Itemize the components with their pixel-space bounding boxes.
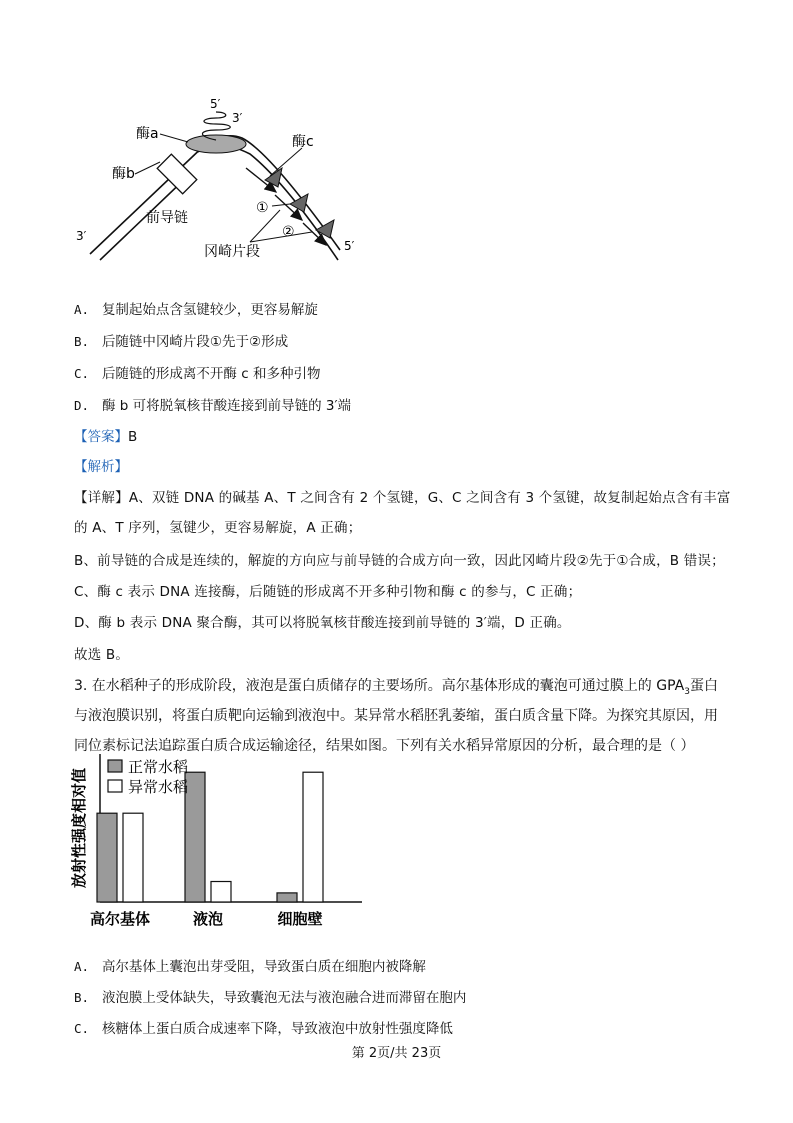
q2-option-d: D. 酶 b 可将脱氧核苷酸连接到前导链的 3′端 — [74, 398, 352, 414]
leader-enzyme-a — [160, 134, 188, 142]
q2-detail-line-5: D、酶 b 表示 DNA 聚合酶，其可以将脱氧核苷酸连接到前导链的 3′端，D 正确。 — [74, 615, 571, 631]
q3-stem-line-1: 3. 在水稻种子的形成阶段，液泡是蛋白质储存的主要场所。高尔基体形成的囊泡可通过膜上的 $GPA_3$蛋白 — [74, 678, 718, 697]
q3-stem-line-3: 同位素标记法追踪蛋白质合成运输途径，结果如图。下列有关水稻异常原因的分析，最合理的是（ ） — [74, 738, 695, 754]
label-okazaki: 冈崎片段 — [204, 244, 260, 260]
label-fragment-1: ① — [256, 200, 269, 216]
label-leading-strand: 前导链 — [146, 210, 188, 226]
bar-normal-0 — [97, 813, 117, 902]
label-enzyme-a: 酶a — [136, 126, 159, 142]
label-3prime-top: 3′ — [232, 111, 243, 125]
parent-strand-left — [90, 140, 210, 254]
q3-subscript: 3 — [684, 686, 690, 697]
leader-okazaki-b — [250, 232, 312, 242]
leader-enzyme-c — [270, 148, 302, 176]
chart-y-axis-label: 放射性强度相对值 — [70, 767, 88, 889]
q2-option-c: C. 后随链的形成离不开酶 c 和多种引物 — [74, 366, 321, 382]
chart-category-label: 高尔基体 — [89, 910, 151, 928]
bar-abnormal-2 — [303, 772, 323, 902]
legend-label: 异常水稻 — [128, 778, 189, 796]
enzyme-a-shape — [186, 135, 246, 153]
q2-detail-line-1: 【详解】A、双链 DNA 的碱基 A、T 之间含有 2 个氢键，G、C 之间含有 3 个氢键，故复制起始点含有丰富 — [74, 490, 731, 506]
q2-option-b: B. 后随链中冈崎片段①先于②形成 — [74, 334, 289, 350]
q2-detail-line-6: 故选 B。 — [74, 647, 130, 663]
label-enzyme-b: 酶b — [112, 166, 135, 182]
page-footer: 第 2页/共 23页 — [351, 1046, 442, 1061]
q3-option-a: A. 高尔基体上囊泡出芽受阻，导致蛋白质在细胞内被降解 — [74, 959, 426, 975]
chart-category-label: 细胞壁 — [277, 910, 323, 928]
q3-stem-line-2: 与液泡膜识别，将蛋白质靶向运输到液泡中。某异常水稻胚乳萎缩，蛋白质含量下降。为探究其原因，用 — [74, 708, 718, 724]
q2-answer: 【答案】B — [74, 429, 138, 445]
enzyme-c-shape-3 — [316, 220, 334, 238]
legend-label: 正常水稻 — [128, 758, 189, 776]
q3-option-c: C. 核糖体上蛋白质合成速率下降，导致液泡中放射性强度降低 — [74, 1021, 453, 1037]
chart-category-label: 液泡 — [192, 910, 224, 928]
lagging-template — [210, 142, 338, 260]
radioactivity-bar-chart — [70, 752, 370, 932]
bar-normal-2 — [277, 893, 297, 902]
enzyme-c-shape-2 — [290, 194, 308, 212]
label-fragment-2: ② — [282, 224, 295, 240]
q3-option-b: B. 液泡膜上受体缺失，导致囊泡无法与液泡融合进而滞留在胞内 — [74, 990, 467, 1006]
q2-detail-line-3: B、前导链的合成是连续的，解旋的方向应与前导链的合成方向一致，因此冈崎片段②先于①合成，B 错误； — [74, 553, 725, 569]
bar-abnormal-1 — [211, 882, 231, 902]
q2-detail-line-4: C、酶 c 表示 DNA 连接酶，后随链的形成离不开多种引物和酶 c 的参与，C 正确； — [74, 584, 582, 600]
label-5prime-top: 5′ — [210, 97, 221, 111]
legend-swatch — [108, 780, 122, 792]
label-enzyme-c: 酶c — [292, 134, 314, 150]
legend-swatch — [108, 760, 122, 772]
enzyme-b-shape — [157, 154, 197, 194]
replication-fork-diagram — [70, 92, 390, 270]
leader-enzyme-b — [135, 162, 160, 174]
label-5prime-right: 5′ — [344, 239, 355, 253]
q2-option-a: A. 复制起始点含氢键较少，更容易解旋 — [74, 302, 318, 318]
q2-detail-line-2: 的 A、T 序列，氢键少，更容易解旋，A 正确； — [74, 520, 362, 536]
label-3prime-left: 3′ — [76, 229, 87, 243]
bar-abnormal-0 — [123, 813, 143, 902]
q2-analysis-tag: 【解析】 — [74, 459, 128, 475]
